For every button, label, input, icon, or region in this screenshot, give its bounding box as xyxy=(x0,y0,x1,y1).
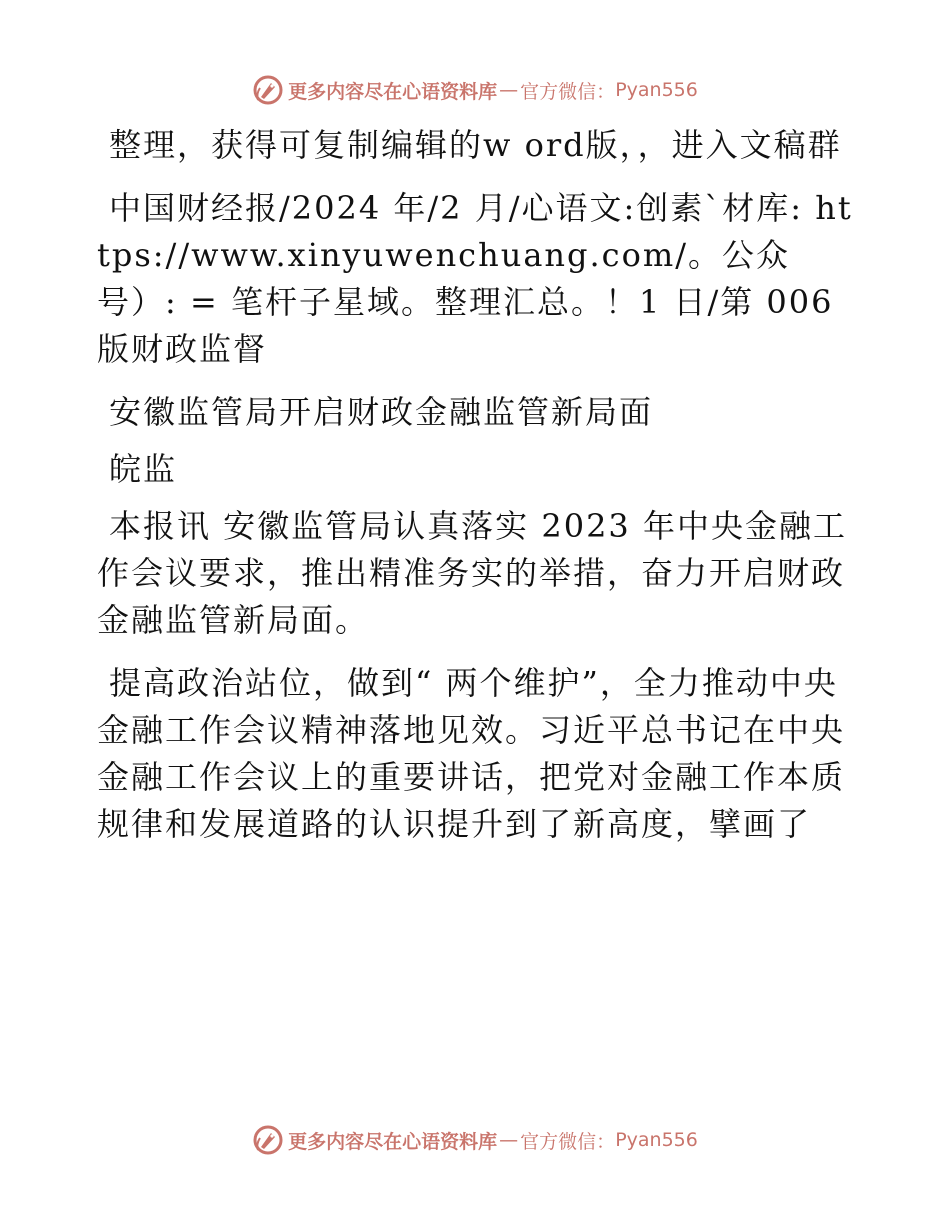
banner-main-text: 更多内容尽在心语资料库 xyxy=(288,80,498,103)
paragraph-intro: 整理，获得可复制编辑的w ord版，，进入文稿群 xyxy=(109,126,842,164)
paragraph-source: 中国财经报/2024 年/2 月/心语文:创素`材库: https://www.xinyuwenchuang.com/。公众号）: = 笔杆子星域。整理汇总。！1 日/第 006 版财政监督 xyxy=(97,189,853,368)
banner-official-label: 官方微信： xyxy=(520,80,616,103)
article-author: 皖监 xyxy=(109,450,178,488)
article-title: 安徽监管局开启财政金融监管新局面 xyxy=(109,393,654,431)
banner-official-label: 官方微信： xyxy=(520,1130,616,1153)
banner-wechat-id: Pyan556 xyxy=(615,1129,698,1151)
header-banner xyxy=(0,70,950,110)
paragraph-lead: 本报讯 安徽监管局认真落实 2023 年中央金融工作会议要求，推出精准务实的举措，奋力开启财政金融监管新局面。 xyxy=(97,507,847,639)
footer-banner xyxy=(0,1120,950,1160)
document-body xyxy=(97,122,857,864)
banner-separator: — xyxy=(499,1129,519,1151)
pen-nib-icon xyxy=(252,74,284,106)
banner-separator: — xyxy=(499,79,519,101)
pen-nib-icon xyxy=(252,1124,284,1156)
banner-wechat-id: Pyan556 xyxy=(615,79,698,101)
banner-main-text: 更多内容尽在心语资料库 xyxy=(288,1130,498,1153)
paragraph-body: 提高政治站位，做到“ 两个维护”，全力推动中央金融工作会议精神落地见效。习近平总书记在中央金融工作会议上的重要讲话，把党对金融工作本质规律和发展道路的认识提升到了新高度，擘画了 xyxy=(97,664,846,843)
